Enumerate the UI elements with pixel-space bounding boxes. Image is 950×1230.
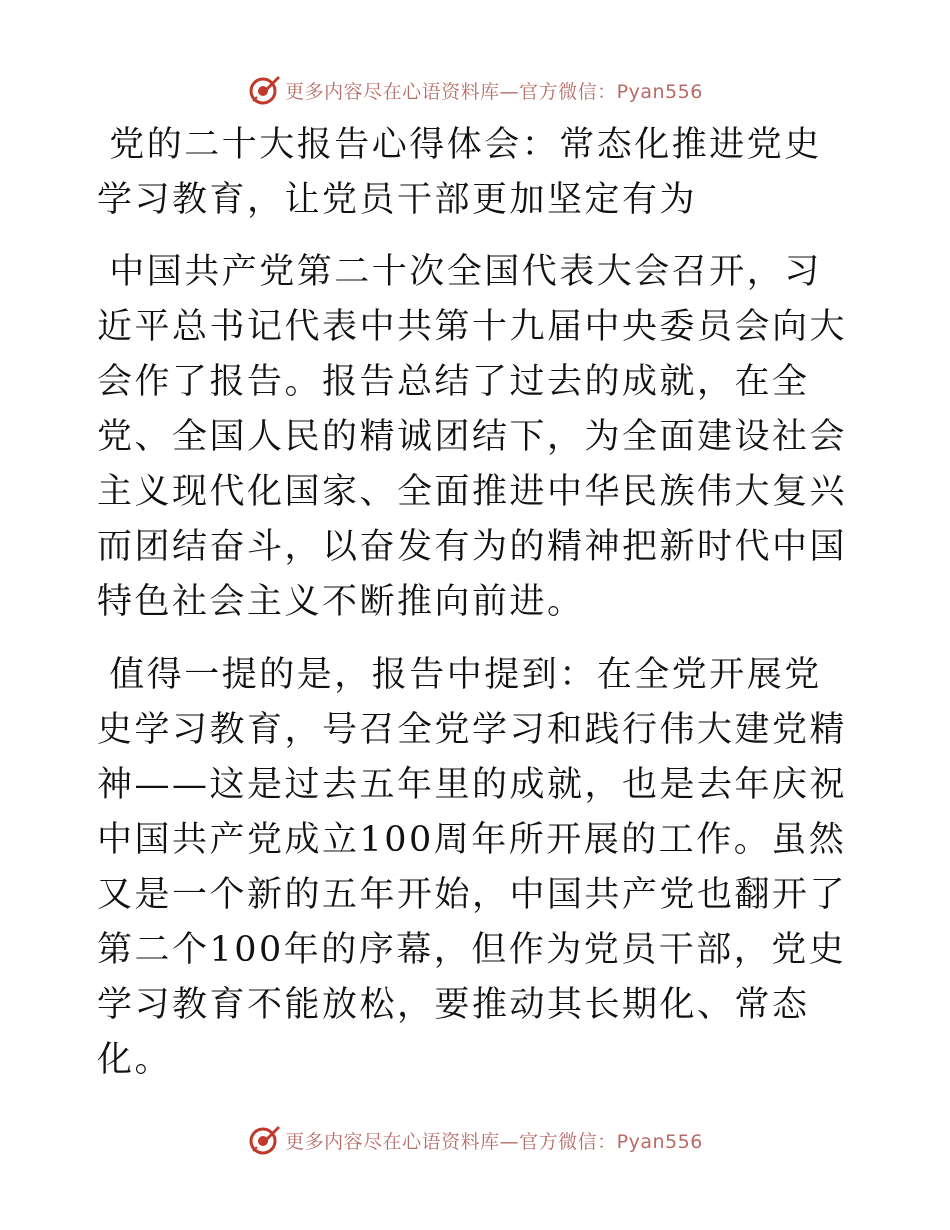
document-body <box>97 118 857 1088</box>
document-title: 党的二十大报告心得体会：常态化推进党史学习教育，让党员干部更加坚定有为 <box>97 125 822 220</box>
paragraph: 中国共产党第二十次全国代表大会召开，习近平总书记代表中共第十九届中央委员会向大会作了报告。报告总结了过去的成就，在全党、全国人民的精诚团结下，为全面建设社会主义现代化国家、全面推进中华民族伟大复兴而团结奋斗，以奋发有为的精神把新时代中国特色社会主义不断推向前进。 <box>97 252 848 622</box>
pen-circle-logo-icon <box>247 73 281 107</box>
footer-banner-text: 更多内容尽在心语资料库—官方微信：Pyan556 <box>285 1130 703 1153</box>
header-banner <box>0 70 950 110</box>
pen-circle-logo-icon <box>247 1123 281 1157</box>
paragraph: 值得一提的是，报告中提到：在全党开展党史学习教育，号召全党学习和践行伟大建党精神——这是过去五年里的成就，也是去年庆祝中国共产党成立100周年所开展的工作。虽然又是一个新的五年开始，中国共产党也翻开了第二个100年的序幕，但作为党员干部，党史学习教育不能放松，要推动其长期化、常态化。 <box>97 655 848 1080</box>
header-banner-text: 更多内容尽在心语资料库—官方微信：Pyan556 <box>285 80 703 103</box>
footer-banner <box>0 1120 950 1160</box>
